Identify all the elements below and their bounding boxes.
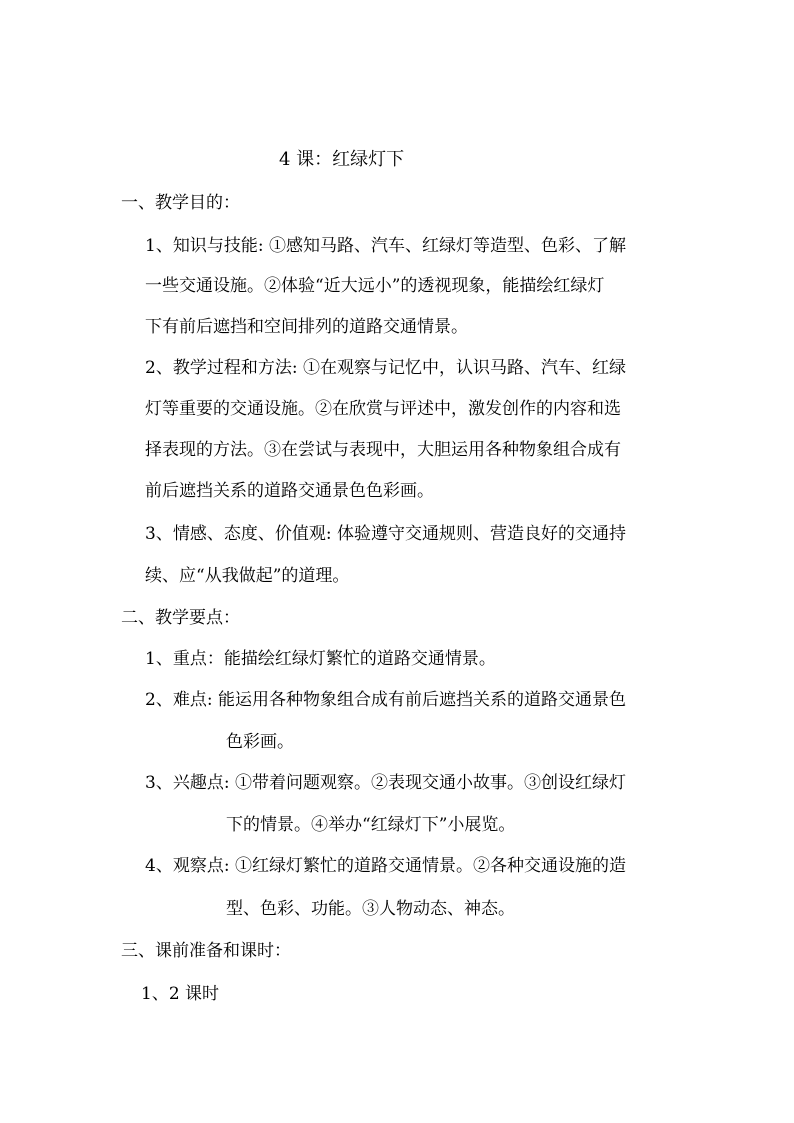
section-heading-key-points: 二、教学要点： — [121, 608, 240, 628]
objective-2-line-3: 择表现的方法。③在尝试与表现中，大胆运用各种物象组合成有 — [145, 440, 621, 460]
key-point-1: 1、重点：能描绘红绿灯繁忙的道路交通情景。 — [145, 649, 496, 669]
key-point-3-line-2: 下的情景。④举办“红绿灯下”小展览。 — [226, 815, 516, 835]
objective-1-line-2: 一些交通设施。②体验“近大远小”的透视现象，能描绘红绿灯 — [145, 276, 605, 296]
objective-2-line-4: 前后遮挡关系的道路交通景色色彩画。 — [145, 481, 434, 501]
key-point-2-line-1: 2、难点: 能运用各种物象组合成有前后遮挡关系的道路交通景色 — [145, 690, 626, 710]
key-point-4-line-2: 型、色彩、功能。③人物动态、神态。 — [226, 899, 515, 919]
section-heading-objectives: 一、教学目的： — [121, 193, 240, 213]
key-point-2-line-2: 色彩画。 — [226, 732, 294, 752]
key-point-4-line-1: 4、观察点: ①红绿灯繁忙的道路交通情景。②各种交通设施的造 — [145, 856, 626, 876]
objective-2-line-1: 2、教学过程和方法: ①在观察与记忆中，认识马路、汽车、红绿 — [145, 358, 626, 378]
objective-1-line-1: 1、知识与技能: ①感知马路、汽车、红绿灯等造型、色彩、了解 — [145, 236, 626, 256]
key-point-3-line-1: 3、兴趣点: ①带着问题观察。②表现交通小故事。③创设红绿灯 — [145, 773, 626, 793]
preparation-item-1: 1、2 课时 — [141, 984, 220, 1004]
objective-1-line-3: 下有前后遮挡和空间排列的道路交通情景。 — [145, 317, 468, 337]
lesson-title: 4 课：红绿灯下 — [279, 149, 405, 170]
objective-3-line-1: 3、情感、态度、价值观: 体验遵守交通规则、营造良好的交通持 — [145, 524, 626, 544]
objective-3-line-2: 续、应“从我做起”的道理。 — [145, 566, 350, 586]
section-heading-preparation: 三、课前准备和课时： — [121, 941, 291, 961]
objective-2-line-2: 灯等重要的交通设施。②在欣赏与评述中，激发创作的内容和选 — [145, 399, 621, 419]
